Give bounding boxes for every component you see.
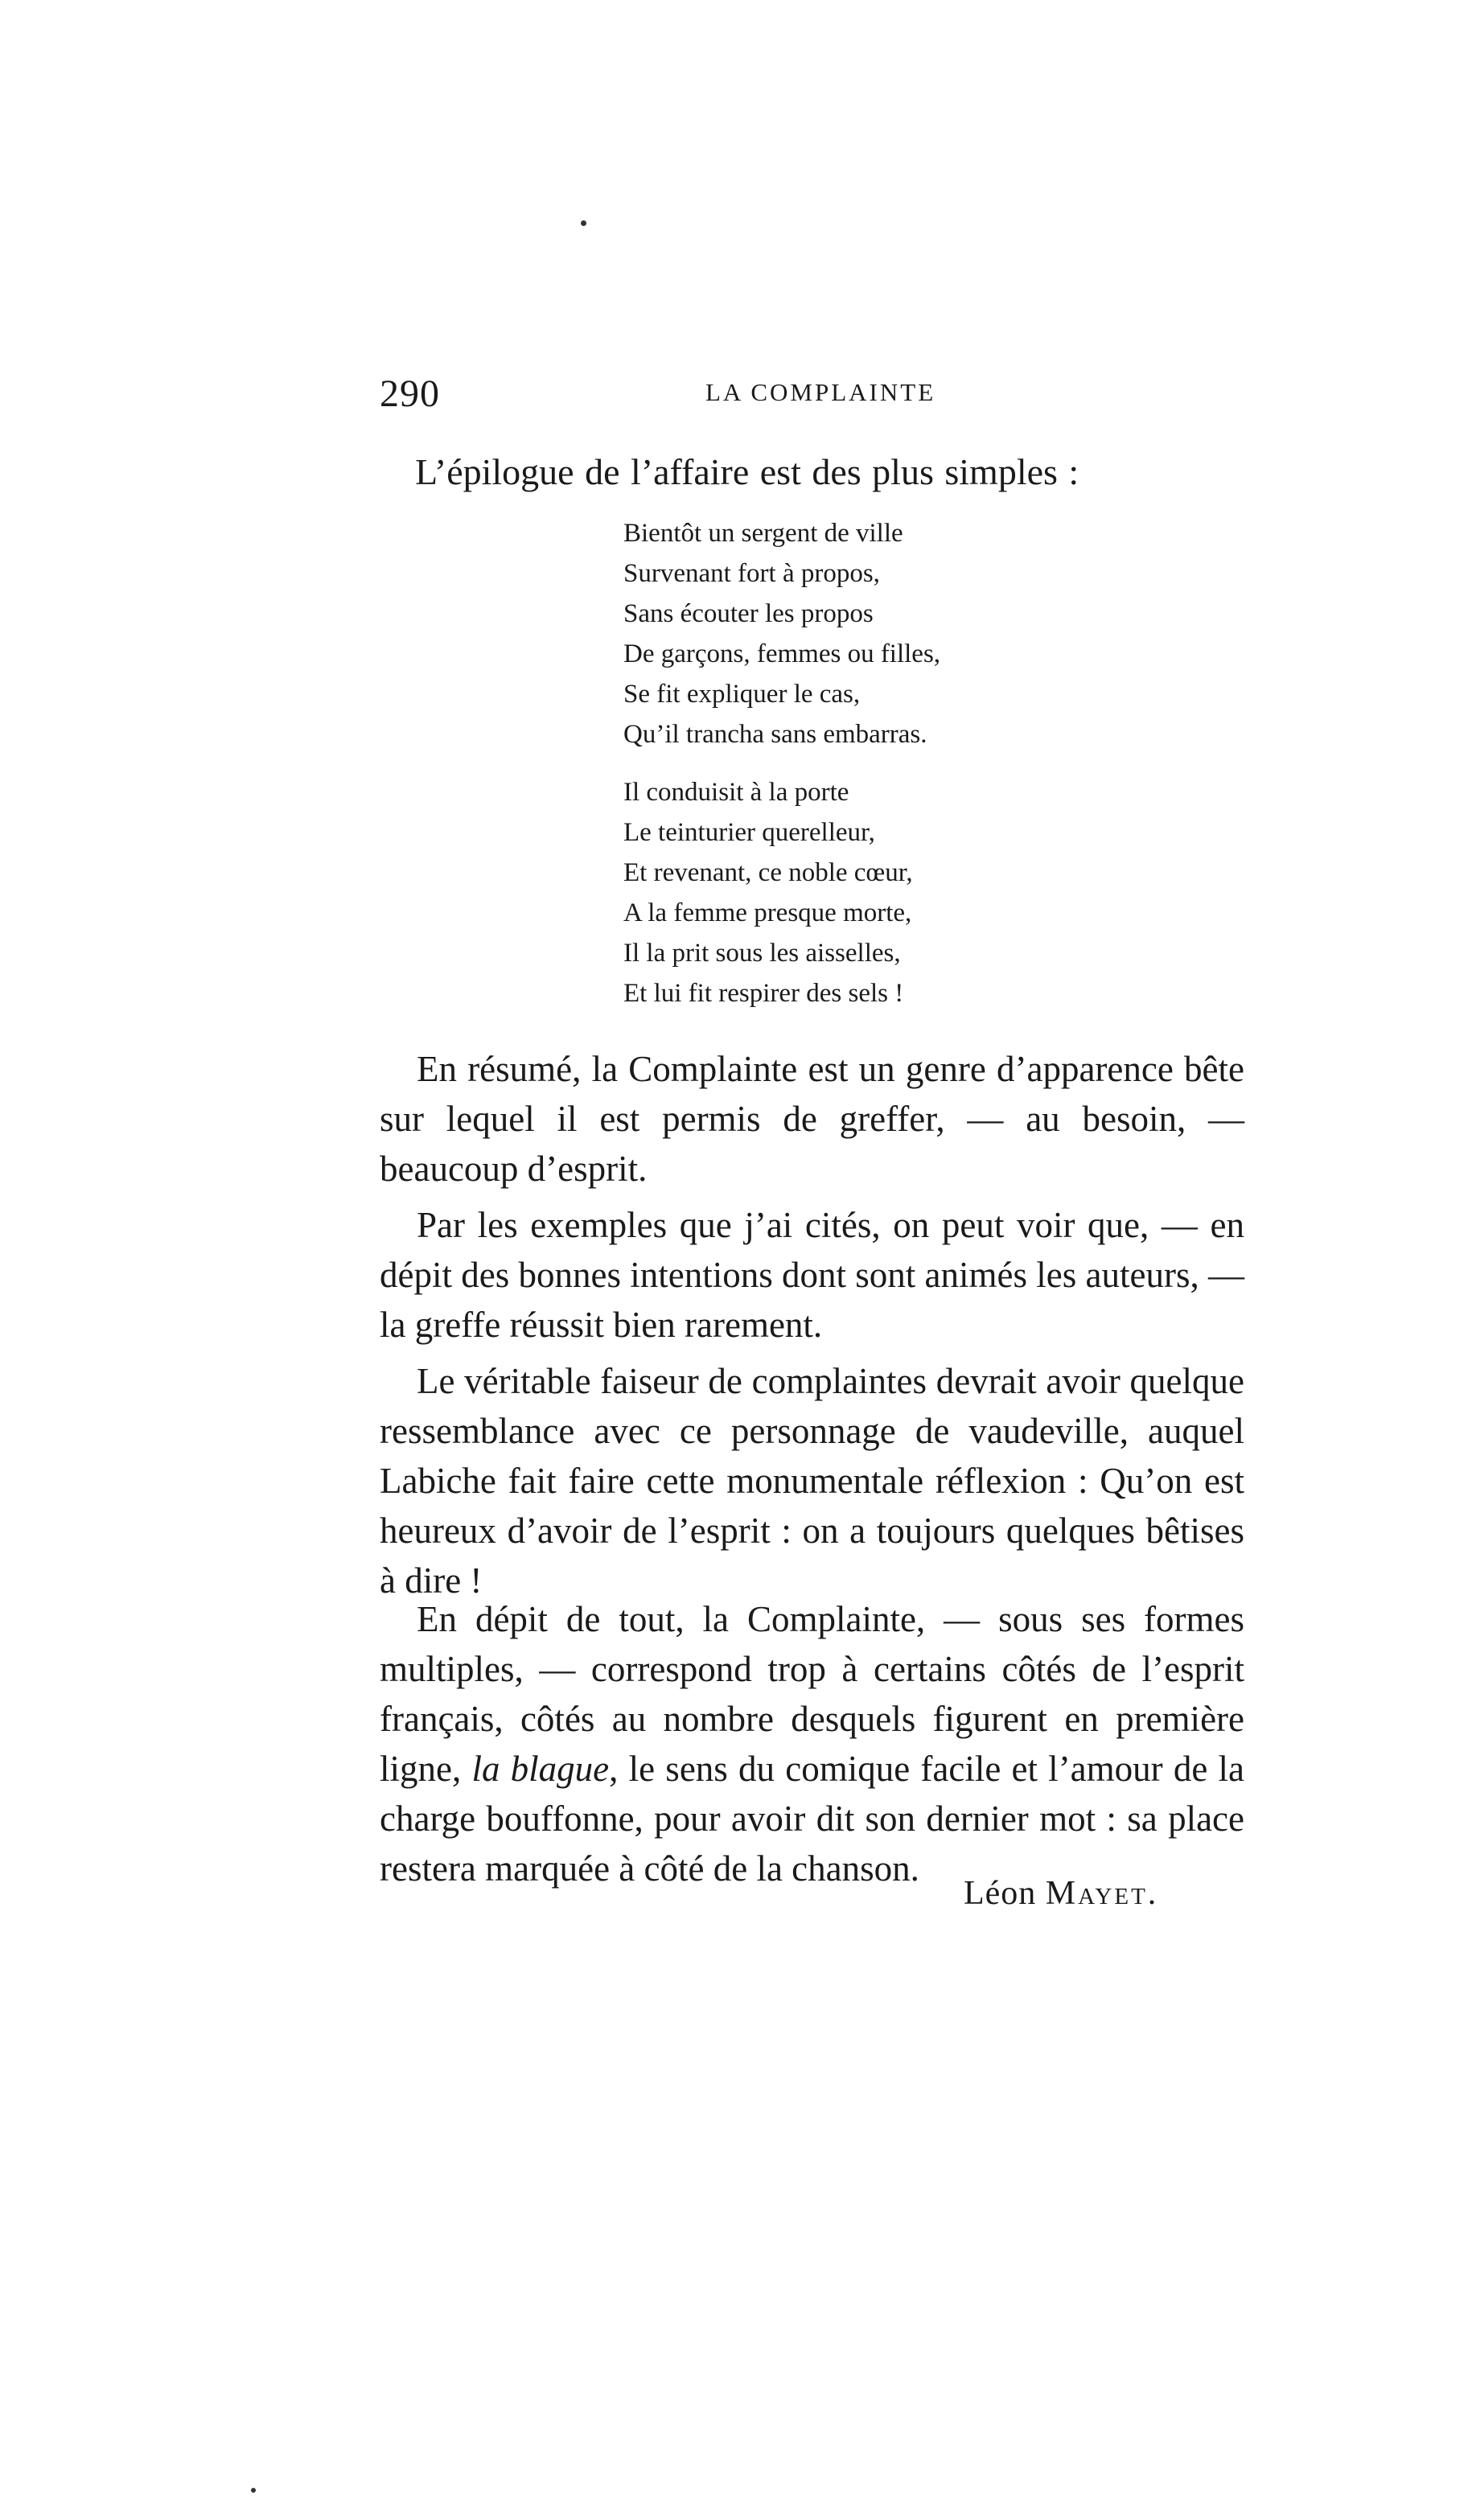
ink-speck (251, 2488, 256, 2493)
intro-line: L’épilogue de l’affaire est des plus simples : (415, 451, 1079, 492)
author-last-name: Mayet. (1045, 1875, 1159, 1912)
poem-stanza-1 (623, 513, 940, 754)
conclusion-text-end: , le sens du comique facile et l’amour de la charge bouffonne, pour avoir dit son dernier mot : sa place restera marquée à côté de la chanson. (380, 1749, 1245, 1889)
verse-line: Et revenant, ce noble cœur, (623, 858, 913, 887)
author-signature (964, 1874, 1158, 1913)
paragraph-labiche: Le véritable faiseur de complaintes devrait avoir quelque ressemblance avec ce personnage de vaudeville, auquel Labiche fait faire cette monumentale réflexion : Qu’on est heureux d’avoir de l’esprit : on a toujours quelques bêtises à dire ! (380, 1361, 1244, 1601)
prose-block-1 (380, 1044, 1244, 1612)
ink-speck (581, 220, 586, 226)
paragraph-examples: Par les exemples que j’ai cités, on peut voir que, — en dépit des bonnes intentions dont sont animés les auteurs, — la greffe réussit bien rarement. (380, 1205, 1244, 1345)
prose-block-2 (380, 1594, 1244, 1893)
conclusion-text-start: En dépit de tout, la Complainte, — sous ses formes multiples, — correspond trop à certains côtés de l’esprit français, côtés au nombre desquels figurent en première ligne, (380, 1599, 1244, 1789)
verse-line: Le teinturier querelleur, (623, 818, 875, 847)
verse-line: De garçons, femmes ou filles, (623, 639, 941, 668)
verse-line: Et lui fit respirer des sels ! (623, 979, 904, 1008)
verse-line: A la femme presque morte, (623, 898, 912, 927)
author-first-name: Léon (964, 1875, 1037, 1912)
verse-line: Se fit expliquer le cas, (623, 680, 861, 709)
conclusion-italic-term: la blague (471, 1749, 610, 1789)
verse-line: Bientôt un sergent de ville (623, 519, 903, 548)
paragraph-summary: En résumé, la Complainte est un genre d’apparence bête sur lequel il est permis de greffer, — au besoin, — beaucoup d’esprit. (380, 1049, 1244, 1189)
verse-line: Survenant fort à propos, (623, 559, 880, 588)
paragraph-conclusion (380, 1594, 1244, 1893)
verse-line: Il la prit sous les aisselles, (623, 939, 901, 968)
running-title: LA COMPLAINTE (705, 378, 936, 406)
running-head (380, 372, 1248, 420)
verse-line: Qu’il trancha sans embarras. (623, 720, 927, 749)
poem-stanza-2 (623, 772, 913, 1013)
verse-line: Sans écouter les propos (623, 599, 874, 628)
page-number: 290 (380, 372, 440, 415)
verse-line: Il conduisit à la porte (623, 778, 849, 807)
